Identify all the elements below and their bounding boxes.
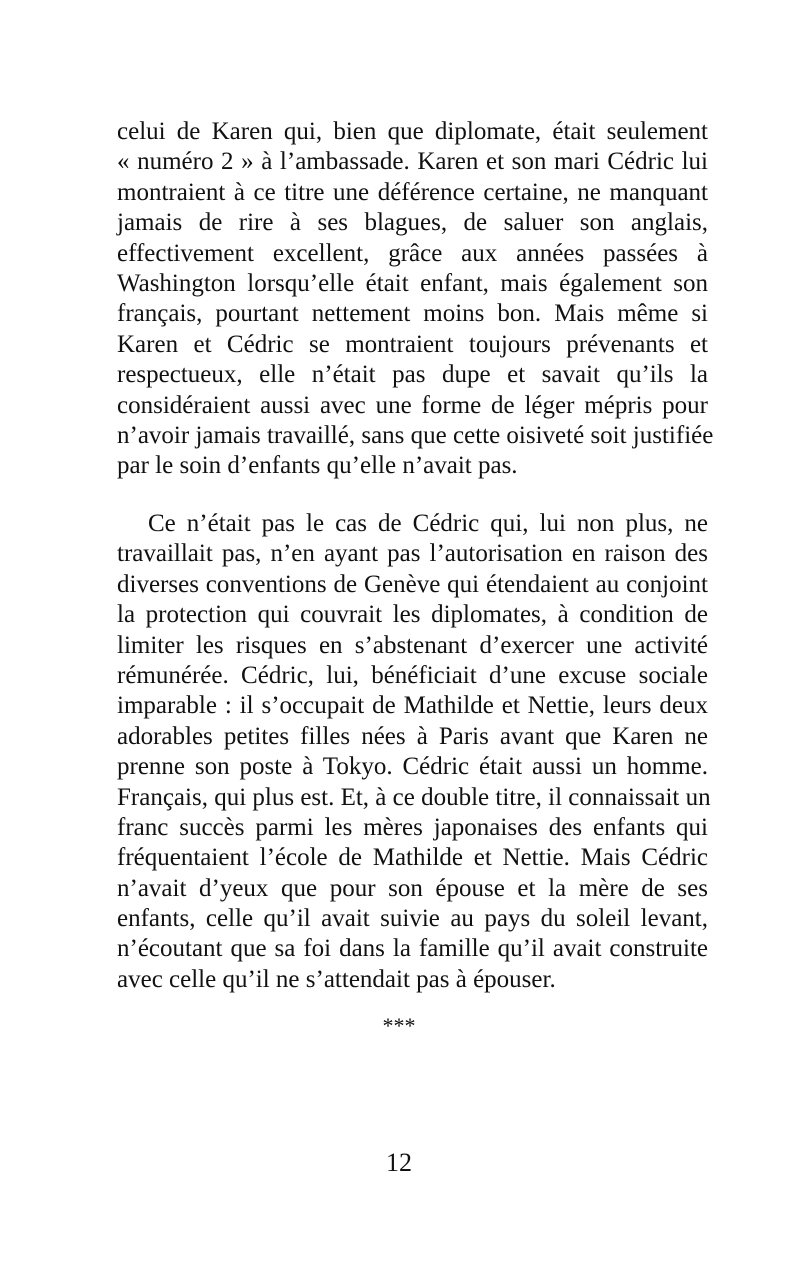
text-line: la protection qui couvrait les diplomates, à condition de [117, 601, 708, 629]
text-line: avec celle qu’il ne s’attendait pas à épouser. [117, 965, 556, 993]
text-line: effectivement excellent, grâce aux années passées à [117, 239, 708, 267]
text-line: diverses conventions de Genève qui étendaient au conjoint [117, 570, 708, 598]
text-line: n’avoir jamais travaillé, sans que cette oisiveté soit justifiée [117, 421, 714, 449]
text-line: « numéro 2 » à l’ambassade. Karen et son mari Cédric lui [117, 148, 708, 176]
text-line: adorables petites filles nées à Paris avant que Karen ne [117, 722, 708, 750]
text-line: celui de Karen qui, bien que diplomate, était seulement [117, 118, 708, 145]
text-line: n’avait d’yeux que pour son épouse et la mère de ses [117, 874, 708, 902]
text-line: imparable : il s’occupait de Mathilde et Nettie, leurs deux [117, 692, 708, 720]
text-line: Français, qui plus est. Et, à ce double titre, il connaissait un [117, 783, 711, 811]
text-line: limiter les risques en s’abstenant d’exercer une activité [117, 631, 708, 659]
text-line: respectueux, elle n’était pas dupe et savait qu’ils la [117, 361, 708, 389]
text-line: franc succès parmi les mères japonaises des enfants qui [117, 813, 708, 841]
text-line: Karen et Cédric se montraient toujours prévenants et [117, 330, 708, 358]
paragraph-1 [117, 117, 714, 482]
text-line: enfants, celle qu’il avait suivie au pays du soleil levant, [117, 905, 708, 933]
text-line: français, pourtant nettement moins bon. Mais même si [117, 300, 708, 328]
text-line: par le soin d’enfants qu’elle n’avait pas. [117, 452, 518, 480]
text-line: considéraient aussi avec une forme de léger mépris pour [117, 391, 708, 419]
text-line: fréquentaient l’école de Mathilde et Nettie. Mais Cédric [117, 844, 708, 872]
section-separator: *** [382, 1013, 416, 1038]
text-line: n’écoutant que sa foi dans la famille qu’il avait construite [117, 935, 708, 963]
text-line: travaillait pas, n’en ayant pas l’autorisation en raison des [117, 540, 708, 568]
text-line: Ce n’était pas le cas de Cédric qui, lui non plus, ne [148, 510, 708, 537]
text-line: prenne son poste à Tokyo. Cédric était aussi un homme. [117, 753, 708, 781]
text-line: Washington lorsqu’elle était enfant, mais également son [117, 269, 708, 297]
text-line: jamais de rire à ses blagues, de saluer son anglais, [117, 209, 708, 237]
paragraph-2 [117, 509, 711, 995]
text-line: montraient à ce titre une déférence certaine, ne manquant [117, 178, 708, 206]
text-line: rémunérée. Cédric, lui, bénéficiait d’une excuse sociale [117, 661, 708, 689]
page-number: 12 [386, 1148, 412, 1177]
